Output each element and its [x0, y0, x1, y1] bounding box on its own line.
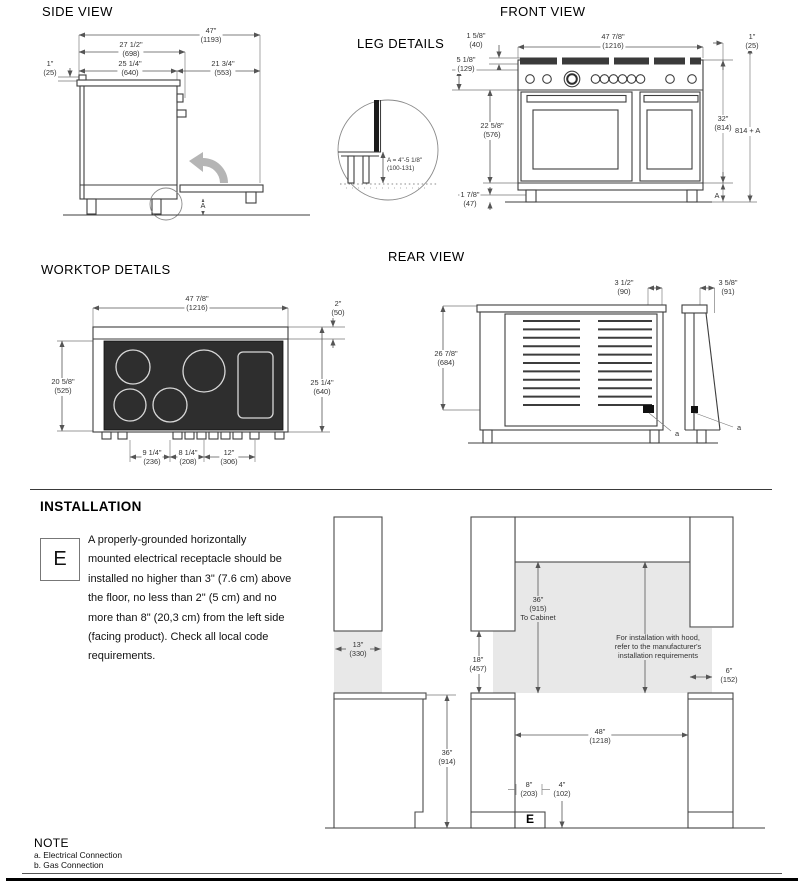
dim-worktop-cooktop-depth: 20 5/8" (525) — [51, 377, 75, 395]
installation-note: A properly-grounded horizontally mounted electrical receptacle should be installed no higher than 3" (7.6 cm) above the floor, no less than 2" (5 cm) and no more than 8" (20,3 cm) from the left side (facing product). Check all local code requirements. — [88, 534, 292, 663]
front-leg-right — [687, 190, 697, 202]
receptacle-symbol-label: E — [525, 812, 535, 826]
dim-install-outlet-height: 4" (102) — [553, 780, 571, 798]
leg-details-drawing — [330, 92, 445, 204]
adjustable-legs — [348, 156, 369, 183]
base-cabinet-left — [471, 693, 515, 828]
base-cabinet-right — [688, 693, 733, 828]
rear-view-title: REAR VIEW — [388, 249, 465, 264]
base-cabinet-side — [334, 699, 423, 828]
dim-front-grate: 1 5/8" (40) — [466, 31, 486, 49]
worktop-details-title: WORKTOP DETAILS — [41, 262, 171, 277]
section-divider — [30, 489, 772, 490]
dim-side-leg-label: A — [200, 201, 206, 210]
cooktop-surface — [104, 341, 283, 430]
note-item-a: a. Electrical Connection — [34, 850, 122, 860]
hood-note: For installation with hood, refer to the manufacturer's installation requirements — [614, 633, 702, 660]
dim-front-body-height: 32" (814) — [714, 114, 732, 132]
dim-install-side-clearance: 6" (152) — [720, 666, 738, 684]
side-view-title: SIDE VIEW — [42, 4, 113, 19]
callout-a-profile: a — [737, 423, 742, 432]
wall-cabinet-left — [471, 517, 515, 631]
dim-front-back-offset: 1" (25) — [745, 32, 759, 50]
rear-body — [477, 305, 666, 443]
detail-circle — [338, 100, 438, 200]
dim-worktop-spacing-left: 9 1/4" (236) — [142, 448, 162, 466]
dim-worktop-width: 47 7/8" (1216) — [185, 294, 209, 312]
dim-worktop-spacing-mid: 8 1/4" (208) — [178, 448, 198, 466]
front-view-title: FRONT VIEW — [500, 4, 586, 19]
footer-rule-thin — [22, 873, 782, 874]
dim-worktop-spacing-right: 12" (306) — [220, 448, 238, 466]
dim-side-overall-depth: 47" (1193) — [200, 26, 222, 44]
dim-side-back-offset: 1" (25) — [43, 59, 57, 77]
dim-side-door-open: 21 3/4" (553) — [211, 59, 235, 77]
dim-front-leg-label: A — [714, 191, 720, 200]
electrical-connection-box — [643, 405, 654, 413]
rear-side-profile — [682, 305, 733, 443]
electrical-symbol-box: E — [40, 538, 80, 581]
hood-cabinet — [515, 517, 690, 562]
dim-install-counter-height: 36" (914) — [438, 748, 456, 766]
front-leg-left — [526, 190, 536, 202]
dim-install-outlet-offset: 8" (203) — [520, 780, 538, 798]
dim-worktop-back-strip: 2" (50) — [331, 299, 345, 317]
dim-front-panel: 5 1/8" (129) — [456, 55, 476, 73]
oven-window-left — [533, 110, 618, 169]
footer-rule-thick — [6, 878, 798, 881]
knob-tabs — [102, 432, 284, 439]
dim-rear-conn-height: 26 7/8" (684) — [434, 349, 458, 367]
installation-title: INSTALLATION — [40, 499, 142, 514]
oven-window-right — [647, 110, 692, 169]
oven-handle-right — [644, 96, 698, 103]
wall-cabinet-side — [334, 517, 382, 631]
range-edge — [374, 100, 379, 152]
callout-a-rear: a — [675, 429, 680, 438]
rear-view-drawing — [430, 272, 770, 448]
installation-drawing — [322, 512, 778, 838]
door-swing-arrow — [189, 152, 228, 183]
oven-handle-left — [527, 96, 626, 103]
dim-install-to-cabinet: 36" (915) To Cabinet — [520, 595, 556, 622]
dim-rear-right-conn: 3 5/8" (91) — [718, 278, 738, 296]
range-side-profile — [77, 75, 263, 214]
dim-side-body-depth: 25 1/4" (640) — [118, 59, 142, 77]
dim-front-width: 47 7/8" (1216) — [601, 32, 625, 50]
dim-front-total-height: 814 + A — [735, 126, 761, 135]
dim-worktop-depth: 25 1/4" (640) — [310, 378, 334, 396]
side-view-drawing — [30, 20, 330, 225]
dim-install-opening-width: 48" (1218) — [589, 727, 611, 745]
note-title: NOTE — [34, 836, 69, 850]
wall-cabinet-right — [690, 517, 733, 627]
dim-side-depth-handle: 27 1/2" (698) — [119, 40, 143, 58]
dim-leg-formula: A = 4"-5 1/8" (100-131) — [387, 157, 423, 172]
gas-connection-box — [691, 406, 698, 413]
dim-front-door-height: 22 5/8" (576) — [480, 121, 504, 139]
dim-rear-left-conn: 3 1/2" (90) — [614, 278, 634, 296]
leg-details-title: LEG DETAILS — [357, 36, 445, 51]
countertop — [334, 693, 426, 699]
note-item-b: b. Gas Connection — [34, 860, 104, 870]
dim-install-side-clearance-h: 18" (457) — [469, 655, 487, 673]
clearance-zones — [334, 562, 712, 693]
dim-install-cabinet-depth: 13" (330) — [349, 640, 367, 658]
dim-front-leg-height: 1 7/8" (47) — [460, 190, 480, 208]
